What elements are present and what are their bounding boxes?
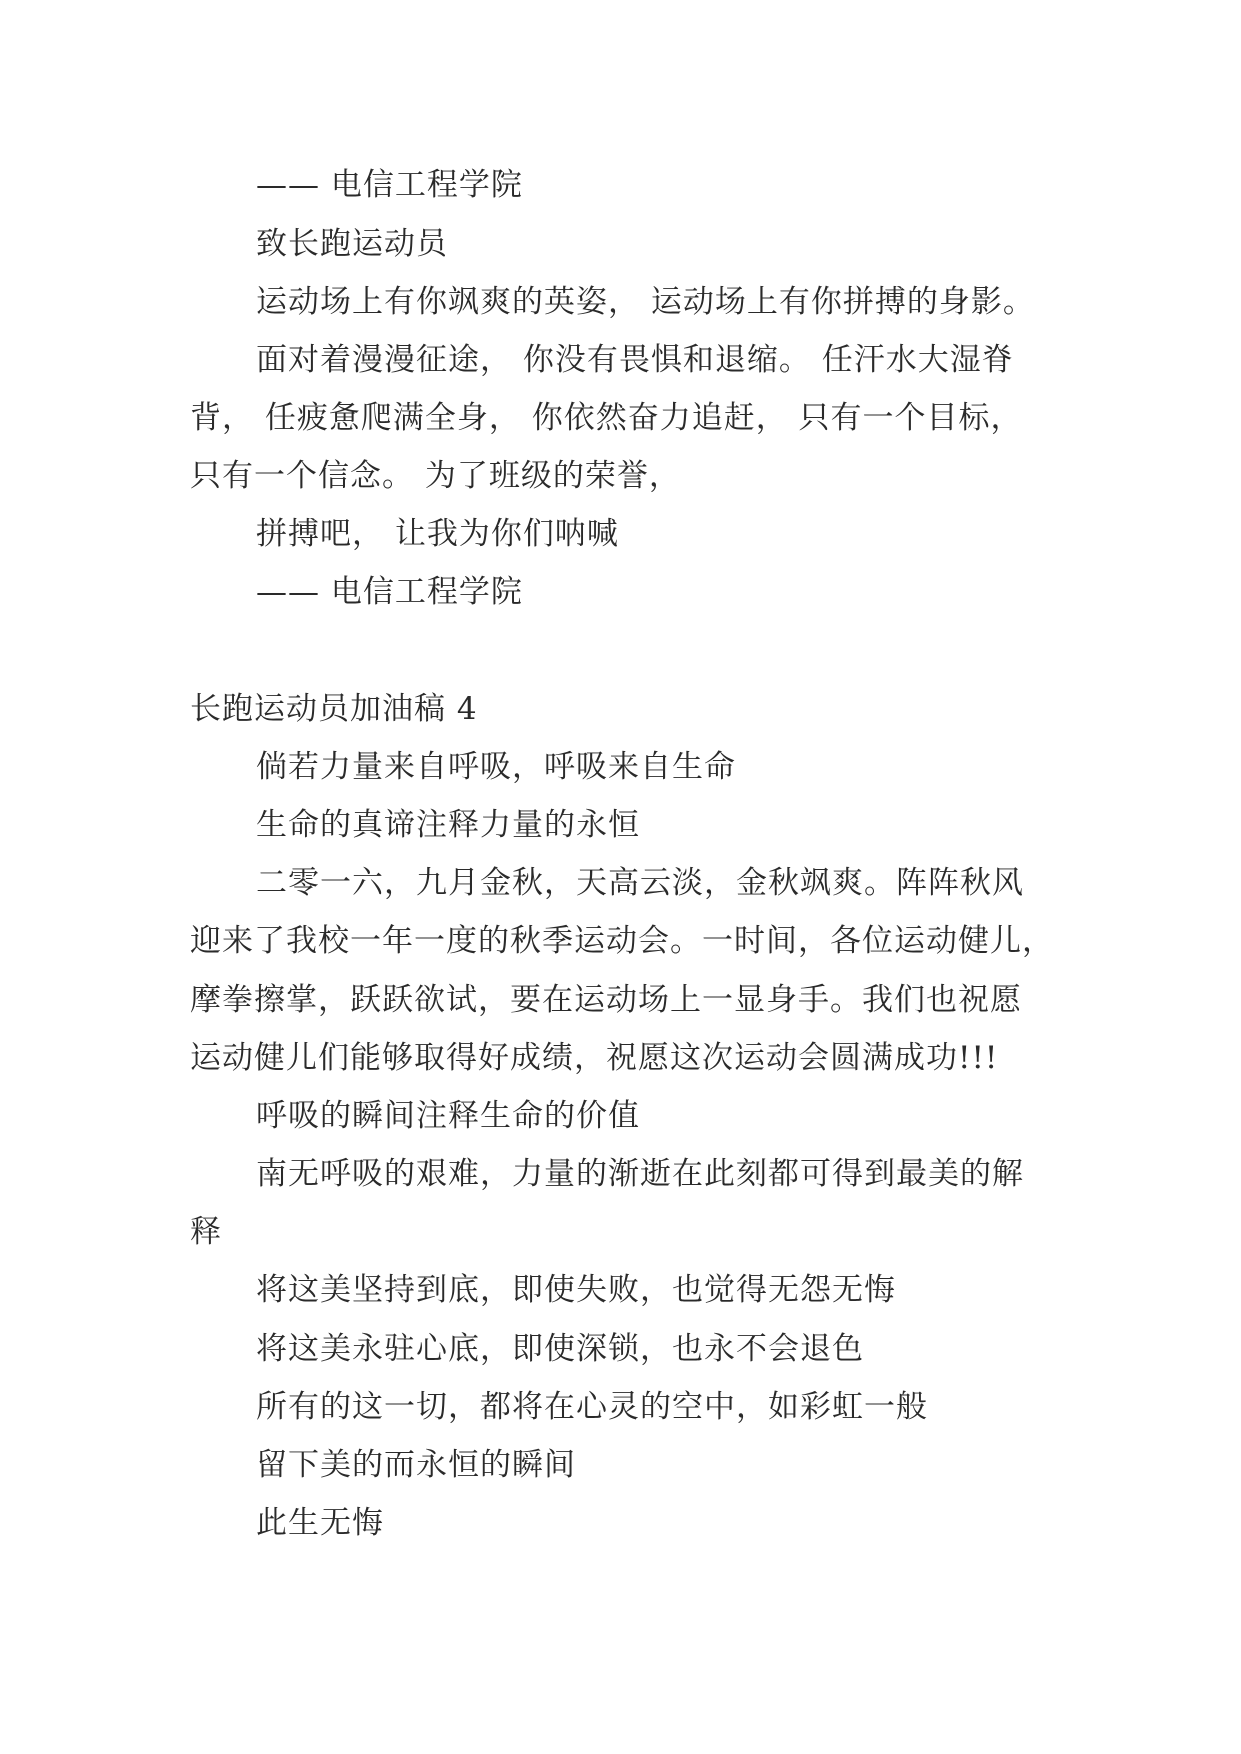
body-line: 摩拳擦掌，跃跃欲试，要在运动场上一显身手。我们也祝愿 bbox=[190, 982, 1022, 1018]
paragraph-2-line-2: 背， 任疲惫爬满全身， 你依然奋力追赶， 只有一个目标， bbox=[190, 400, 1023, 436]
section-heading: 长跑运动员加油稿 4 bbox=[190, 691, 478, 727]
signature-line-1: —— 电信工程学院 bbox=[256, 167, 523, 203]
paragraph-2-line-1: 面对着漫漫征途， 你没有畏惧和退缩。 任汗水大湿脊 bbox=[256, 342, 1014, 378]
body-line: 呼吸的瞬间注释生命的价值 bbox=[256, 1098, 640, 1134]
body-line: 留下美的而永恒的瞬间 bbox=[256, 1447, 576, 1483]
paragraph-1: 运动场上有你飒爽的英姿， 运动场上有你拼搏的身影。 bbox=[256, 284, 1035, 320]
body-line: 所有的这一切，都将在心灵的空中，如彩虹一般 bbox=[256, 1389, 928, 1425]
body-line: 迎来了我校一年一度的秋季运动会。一时间，各位运动健儿， bbox=[190, 923, 1054, 959]
body-line: 南无呼吸的艰难，力量的渐逝在此刻都可得到最美的解 bbox=[256, 1156, 1024, 1192]
body-line: 生命的真谛注释力量的永恒 bbox=[256, 807, 640, 843]
body-line: 运动健儿们能够取得好成绩，祝愿这次运动会圆满成功!!! bbox=[190, 1040, 999, 1076]
body-line: 二零一六，九月金秋，天高云淡，金秋飒爽。阵阵秋风 bbox=[256, 865, 1024, 901]
signature-line-2: —— 电信工程学院 bbox=[256, 574, 523, 610]
body-line: 将这美永驻心底，即使深锁，也永不会退色 bbox=[256, 1331, 864, 1367]
paragraph-3: 拼搏吧， 让我为你们呐喊 bbox=[256, 516, 619, 552]
body-line: 此生无悔 bbox=[256, 1505, 384, 1541]
body-line: 倘若力量来自呼吸，呼吸来自生命 bbox=[256, 749, 736, 785]
body-line: 释 bbox=[190, 1214, 222, 1250]
poem-title: 致长跑运动员 bbox=[256, 226, 448, 262]
body-line: 将这美坚持到底，即使失败，也觉得无怨无悔 bbox=[256, 1272, 896, 1308]
paragraph-2-line-3: 只有一个信念。 为了班级的荣誉， bbox=[190, 458, 681, 494]
